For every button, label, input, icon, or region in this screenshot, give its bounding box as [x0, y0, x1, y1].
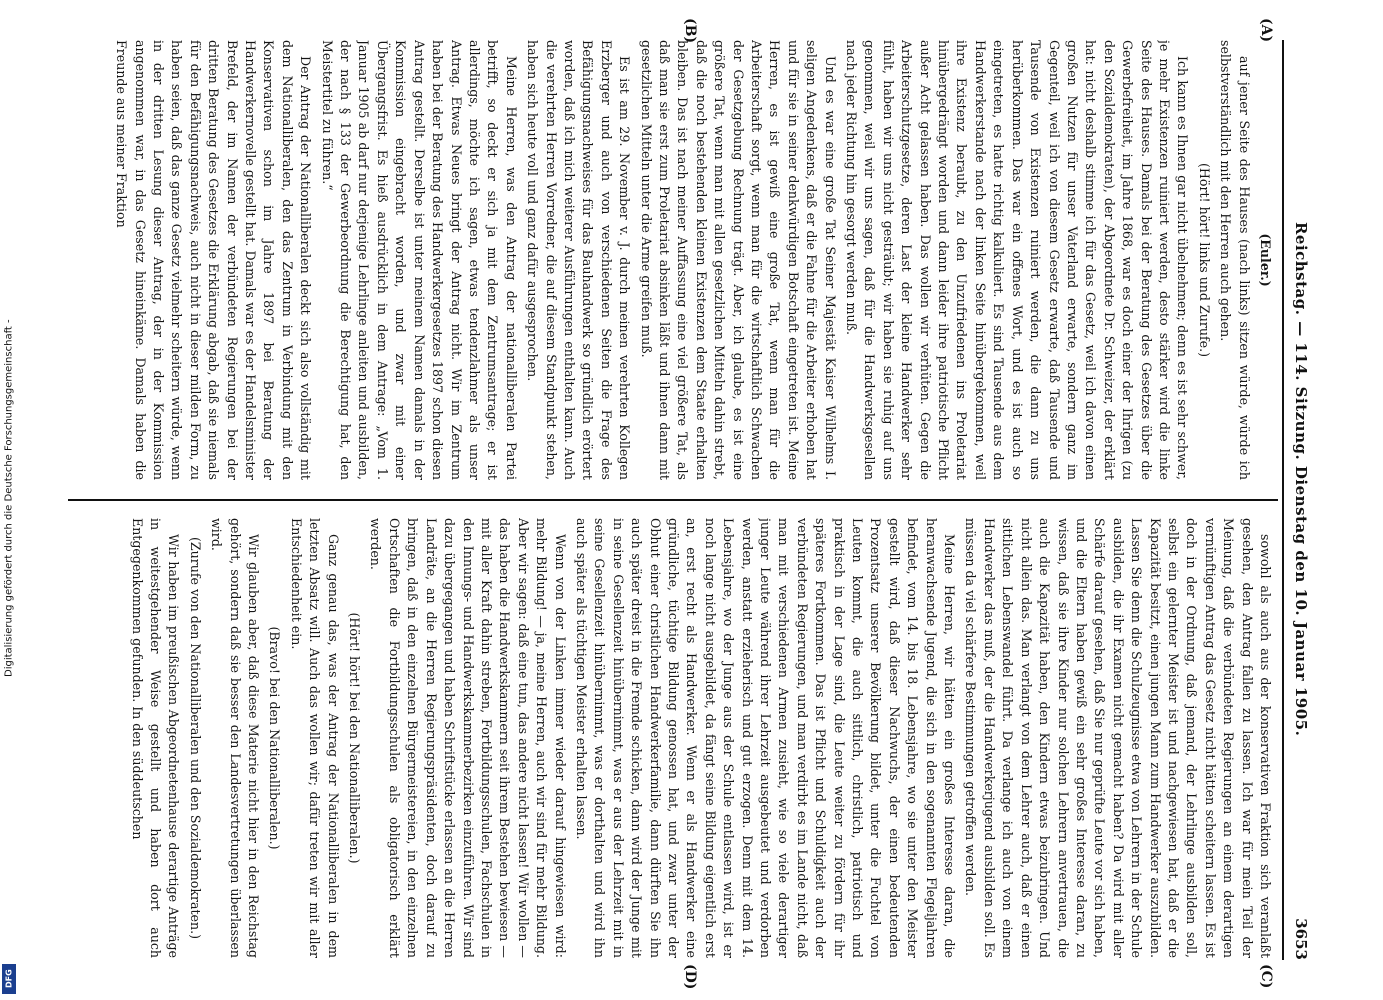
paragraph: Wir glauben aber, daß diese Materie nicht hier in den Reichstag gehört, sondern daß sie besser den Landesvertretungen überlassen wird. [209, 518, 262, 958]
marker-c: (C) [1258, 964, 1274, 989]
paragraph: Wir haben im preußischen Abgeordnetenhause derartige Anträge in weitestgehender Weise gestellt und haben dort auch Entgegenkommen gefunden. In den süddeutschen [129, 518, 182, 958]
paragraph: Der Antrag der Nationalliberalen deckt sich also vollständig mit dem Nationalliberalen, den das Zentrum in Verbindung mit den Konservativen schon im Jahre 1897 bei Beratung der Handwerkernovelle gestellt hat. Damals war es der Handelsminister Brefeld, der im Namen der verbündeten Regierungen bei der dritten Beratung des Gesetzes die Erklärung abgab, daß sie niemals für den Befähigungsnachweis, auch nicht in dieser milden Form, zu haben seien, daß das ganze Gesetz vielmehr scheitern würde, wenn in der dritten Lesung dieser Antrag, der in der Kommission angenommen war, in das Gesetz hineinkäme. Damals haben die Freunde aus meiner Fraktion [114, 40, 314, 480]
header-rule [1282, 40, 1284, 960]
page [58, 18, 1318, 990]
paragraph: Ich kann es Ihnen gar nicht übelnehmen; denn es ist sehr schwer, je mehr Existenzen ruiniert werden, desto stärker wird die linke Seite des Hauses. Damals bei der Beratung des Gesetzes über die Gewerbefreiheit, im Jahre 1868, war es doch einer der Ihrigen (zu den Sozialdemokraten), der Abgeordnete Dr. Schweizer, der erklärt hat: nicht deshalb stimme ich für das Gesetz, weil ich davon einen großen Nutzen für unser Vaterland erwarte, sondern ganz im Gegenteil, weil ich von diesem Gesetz erwarte, daß Tausende und Tausende von Existenzen ruiniert werden, die dann zu uns herüberkommen. Das war ein offenes Wort, und es ist auch so eingetreten, es hatte richtig kalkuliert. Es sind Tausende aus dem Handwerkerstande nach der linken Seite hinübergekommen, weil ihre Existenz beraubt, zu den Unzufriedenen ins Proletariat hinübergedrängt worden und dann leider ihre patriotische Pflicht außer Acht gelassen haben. Das wollen wir verhüten. Gegen die Arbeiterschutzgesetze, deren Last der kleine Handwerker sehr fühlt, haben wir uns nicht gesträubt; wir haben sie ruhig auf uns genommen, weil wir uns sagen, daß für die Handwerksgesellen nach jeder Richtung hin gesorgt werden muß. [844, 40, 1191, 480]
marker-b: (B) [682, 18, 698, 44]
left-column [74, 40, 1274, 480]
column-divider [68, 499, 1278, 501]
paragraph: Meine Herren, wir hätten ein großes Interesse daran, die heranwachsende Jugend, die sich in den sogenannten Flegeljahren befindet, vom 14. bis 18. Lebensjahre, wo sie unter den Meister gestellt wird, daß dieser Nachwuchs, der einen bedeutenden Prozentsatz unserer Bevölkerung bildet, unter die Fuchtel von Leuten kommt, die auch sittlich, christlich, patriotisch und praktisch in der Lage sind, die Leute weiter zu fördern für ihr späteres Fortkommen. Das ist Pflicht und Schuldigkeit auch der verbündeten Regierungen, und man verdirbt es im Lande nicht, daß man mit verschiedenen Armen zusieht, wie so viele derartiger junger Leute während ihrer Lehrzeit ausgebeutet und verdorben werden, anstatt erzieherisch und gut erzogen. Denn mit dem 14. Lebensjahre, wo der Junge aus der Schule entlassen wird, ist er noch lange nicht ausgebildet, da fängt seine Bildung eigentlich erst an, erst recht als Handwerker. Wenn er als Handwerker eine gründliche, tüchtige Bildung genossen hat, und zwar unter der Obhut einer christlichen Handwerkerfamilie, dann dürften Sie ihn auch später dreist in die Fremde schicken, dann wird der Junge mit in seine Gesellenzeit hinübernimmt, was er aus der Lehrzeit mit in seine Gesellenzeit hinübernimmt, was er dorthalten und wird ihn auch später als tüchtigen Meister erhalten lassen. [573, 518, 958, 958]
page-number: 3653 [1292, 918, 1310, 960]
paragraph: sowohl als auch aus der konservativen Fraktion sich veranlaßt gesehen, den Antrag fallen zu lassen. Ich war für mein Teil der Meinung, daß die verbündeten Regierungen an einem derartigen vernünftigen Antrag das Gesetz nicht hätten scheitern lassen. Es ist doch in der Ordnung, daß jemand, der Lehrlinge ausbilden soll, selbst ein gelernter Meister ist und nachgewiesen hat, daß er die Kapazität besitzt, einen jungen Mann zum Handwerker auszubilden. Lassen Sie denn die Schulzeugnisse etwa von Lehrern in der Schule ausbilden, die ihr Examen nicht gemacht haben? Da wird mit aller Schärfe darauf gesehen, daß Sie nur geprüfte Leute vor sich haben, und die Eltern haben gewiß ein sehr großes Interesse daran, zu wissen, daß sie ihre Kinder nur solchen Lehrern anvertrauen, die auch die Kapazität haben, den Kindern etwas beizubringen. Und nicht allein das. Man verlangt von dem Lehrer auch, daß er einen sittlichen Lebenswandel führt. Da verlange ich auch von einem Handwerker das muß, der die Handwerkerjugend ausbilden soll. Es müssen da viel schärfere Bestimmungen getroffen werden. [963, 518, 1273, 958]
running-title: Reichstag. — 114. Sitzung. Dienstag den 10. Januar 1905. [1292, 221, 1310, 737]
paragraph: Es ist am 29. November v. J. durch meinen verehrten Kollegen Erzberger und auch von verschiedenen Seiten die Frage des Befähigungsnachweises für das Bauhandwerk so gründlich erörtert worden, daß ich mich weiterer Ausführungen enthalten kann. Auch die verehrten Herren Vorredner, die auf diesem Standpunkt stehen, haben sich heute voll und ganz dafür ausgesprochen. [525, 40, 633, 480]
marker-a: (A) [1258, 18, 1274, 43]
interjection: (Hört! hört! bei den Nationalliberalen.) [347, 612, 363, 864]
interjection: (Bravo! bei den Nationalliberalen.) [267, 626, 283, 850]
marker-d: (D) [682, 964, 698, 990]
right-column [74, 518, 1274, 958]
page-header [1284, 40, 1318, 960]
digitization-credit: Digitalisierung gefördert durch die Deutsche Forschungsgemeinschaft - [3, 319, 15, 677]
paragraph: Meine Herren, was den Antrag der nationalliberalen Partei betrifft, so deckt er sich ja mit dem Zentrumsantrage; er ist allerdings, möchte ich sagen, etwas tendenzlahmer als unser Antrag. Etwas Neues bringt der Antrag nicht. Wir im Zentrum haben bei der Beratung des Handwerkergesetzes 1897 schon diesen Antrag gestellt. Derselbe ist unter meinem Namen damals in der Kommission eingebracht worden, und zwar mit einer Übergangsfrist. Es hieß ausdrücklich in dem Antrage: „Vom 1. Januar 1905 ab darf nur derjenige Lehrlinge anleiten und ausbilden, der nach § 133 der Gewerbeordnung die Berechtigung hat, den Meistertitel zu führen.“ [319, 40, 519, 480]
paragraph: Ganz genau das, was der Antrag der Nationalliberalen in dem letzten Absatz will. Auch das wollen wir; dafür treten wir mit aller Entschiedenheit ein. [288, 518, 341, 958]
dfg-logo: DFG [2, 964, 16, 994]
interjection: (Hört! hört! links und Zurufe.) [1196, 162, 1212, 358]
paragraph: Und es war eine große Tat Seiner Majestät Kaiser Wilhelms I. seligen Angedenkens, daß er die Fahne für die Arbeiter erhoben hat und für sie in seiner denkwürdigen Botschaft eingetreten ist. Meine Herren, es ist gewiß eine große Tat, wenn man für die Arbeiterschaft sorgt, wenn man für die wirtschaftlich Schwachen der Gesetzgebung Rechnung trägt. Aber, ich glaube, es ist eine größere Tat, wenn man mit allen gesetzlichen Mitteln dahin strebt, daß die noch bestehenden kleinen Existenzen dem Staate erhalten bleiben. Das ist nach meiner Auffassung eine viel größere Tat, als daß man sie erst zum Proletariat absinken läßt und ihnen dann mit gesetzlichen Mitteln unter die Arme greifen muß. [638, 40, 838, 480]
interjection: (Zurufe von den Nationalliberalen und den Sozialdemokraten.) [187, 536, 203, 940]
speaker-label: (Euler.) [1258, 233, 1273, 287]
paragraph: auf jener Seite des Hauses (nach links) sitzen würde, würde ich selbstverständlich mit den Herren auch gehen. [1218, 40, 1252, 480]
rotated-frame [58, 18, 1318, 990]
paragraph: Wenn von der Linken immer wieder darauf hingewiesen wird: mehr Bildung! — ja, meine Herren, auch wir sind für mehr Bildung. Aber wir sagen: daß eine tun, das andere nicht lassen! Wir wollen — das haben die Handwerkskammern seit ihrem Bestehen bewiesen — mit aller Kraft dahin streben, Fortbildungsschulen, Fachschulen in den Innungs- und Handwerkskammerbezirken einzuführen. Wir sind dazu übergegangen und haben Schriftstücke erlassen an die Herren Landräte, an die Herren Regierungspräsidenten, doch darauf zu bringen, daß in den einzelnen Bürgermeistereien, in den einzelnen Ortschaften die Fortbildungsschulen als obligatorisch erklärt werden. [368, 518, 568, 958]
